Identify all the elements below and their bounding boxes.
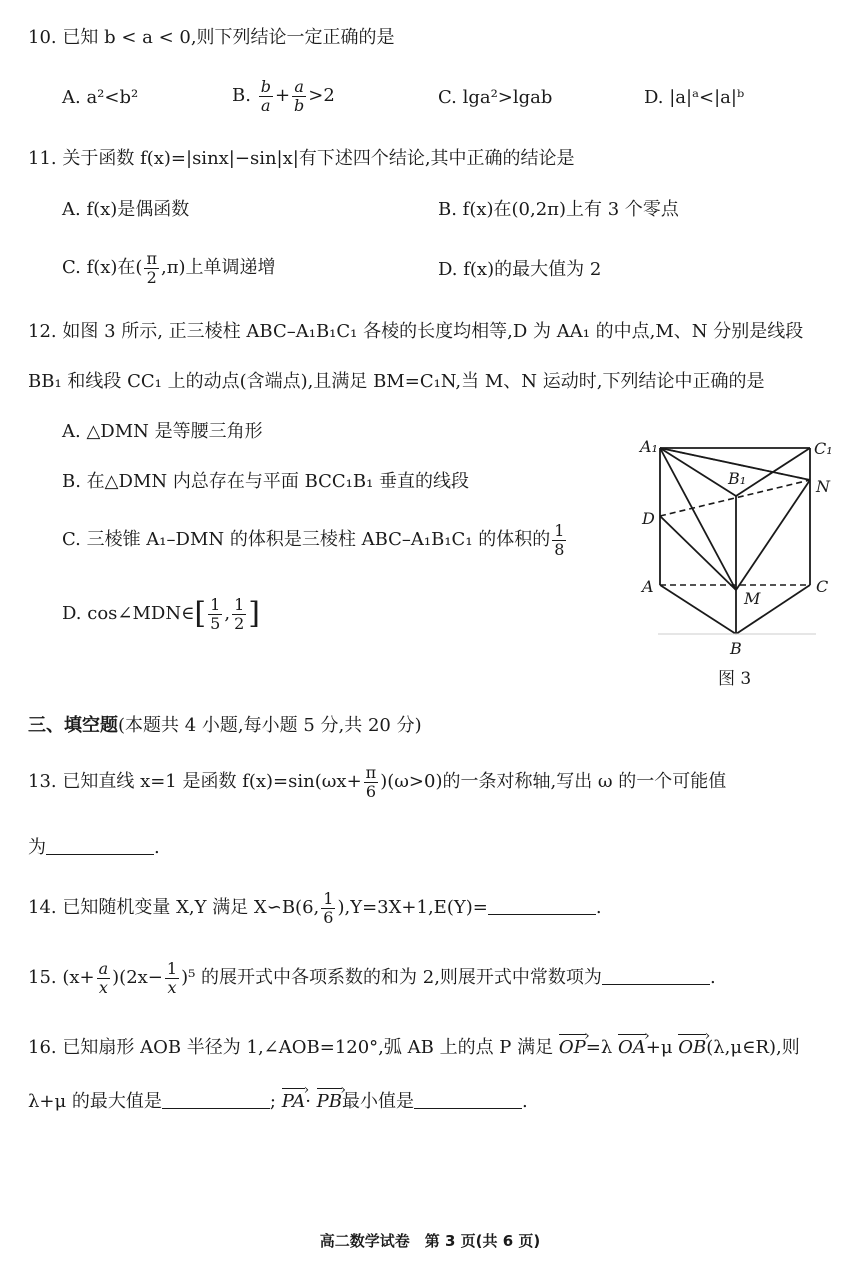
- section-note: (本题共 4 小题,每小题 5 分,共 20 分): [118, 715, 422, 736]
- segment-m-n: [736, 480, 810, 590]
- fraction-one-half: $\frac{1}{2}$: [234, 594, 245, 633]
- q16-blank-2[interactable]: [414, 1090, 522, 1109]
- q11-option-a: A. f(x)是偶函数: [62, 199, 190, 220]
- q10-option-c: C. lga²>lgab: [438, 87, 553, 108]
- segment-d-m: [660, 516, 736, 590]
- vector-oa: OA ›: [618, 1034, 646, 1062]
- fraction-one-over-x: $\frac{1}{x}$: [166, 958, 178, 997]
- q14-stem: 14. 已知随机变量 X,Y 满足 X∽B(6, $\frac{1}{6}$ ),Y=3X+1,E(Y)= .: [28, 888, 602, 927]
- prism-figure: [630, 428, 850, 664]
- fraction-one-fifth: $\frac{1}{5}$: [210, 594, 221, 633]
- fraction-one-eighth: $\frac{1}{8}$: [554, 520, 565, 559]
- label-d: D: [642, 509, 655, 528]
- q16-stem-line2: λ+μ 的最大值是 ; PA ›· PB ›最小值是 .: [28, 1088, 840, 1116]
- q11-stem: 11. 关于函数 f(x)=|sinx|−sin|x|有下述四个结论,其中正确的结论是: [28, 148, 575, 169]
- vector-pb: PB ›: [317, 1088, 342, 1116]
- label-b: B: [730, 639, 742, 658]
- label-m: M: [744, 589, 761, 608]
- q10-option-a: A. a²<b²: [62, 87, 139, 108]
- q13-answer-line: 为 .: [28, 837, 160, 858]
- figure-caption: 图 3: [718, 669, 752, 689]
- vector-op: OP ›: [559, 1034, 586, 1062]
- fraction-one-sixth: $\frac{1}{6}$: [323, 888, 334, 927]
- q12-option-c: C. 三棱锥 A₁–DMN 的体积是三棱柱 ABC–A₁B₁C₁ 的体积的 $\frac{1}{8}$: [62, 520, 565, 559]
- q16-blank-1[interactable]: [162, 1090, 270, 1109]
- q15-answer-blank[interactable]: [602, 966, 710, 985]
- q11-option-d: D. f(x)的最大值为 2: [438, 259, 602, 280]
- vector-ob: OB ›: [678, 1034, 706, 1062]
- q12-stem-line2: BB₁ 和线段 CC₁ 上的动点(含端点),且满足 BM=C₁N,当 M、N 运动时,下列结论中正确的是: [28, 371, 765, 392]
- q12-stem-line1: 12. 如图 3 所示, 正三棱柱 ABC–A₁B₁C₁ 各棱的长度均相等,D 为 AA₁ 的中点,M、N 分别是线段: [28, 321, 804, 342]
- section-title: 三、填空题: [28, 715, 118, 736]
- fraction-a-over-b: $\frac{a}{b}$: [294, 76, 305, 115]
- q13-stem: 13. 已知直线 x=1 是函数 f(x)=sin(ωx+ $\frac{\pi}{6}$ )(ω>0)的一条对称轴,写出 ω 的一个可能值: [28, 762, 727, 801]
- q12-option-d: D. cos∠MDN∈[ $\frac{1}{5}$ , $\frac{1}{2}$ ]: [62, 594, 260, 633]
- vector-pa: PA ›: [282, 1088, 305, 1116]
- label-b1: B₁: [728, 469, 747, 488]
- q11-option-c: C. f(x)在( $\frac{\pi}{2}$ ,π)上单调递增: [62, 248, 276, 287]
- label-a1: A₁: [640, 437, 658, 456]
- fraction-a-over-x: $\frac{a}{x}$: [98, 958, 109, 997]
- edge-a-b: [660, 585, 736, 634]
- section-heading: [28, 712, 840, 740]
- q14-answer-blank[interactable]: [488, 896, 596, 915]
- q15-stem: 15. (x+ $\frac{a}{x}$ )(2x− $\frac{1}{x}$ )⁵ 的展开式中各项系数的和为 2,则展开式中常数项为 .: [28, 958, 716, 997]
- q10-option-d: D. |a|ᵃ<|a|ᵇ: [644, 87, 745, 108]
- q12-option-a: A. △DMN 是等腰三角形: [62, 421, 263, 442]
- q10-option-b: B. $\frac{b}{a}$ + $\frac{a}{b}$ >2: [232, 76, 335, 115]
- fraction-b-over-a: $\frac{b}{a}$: [260, 76, 271, 115]
- label-c1: C₁: [814, 439, 833, 458]
- q13-answer-blank[interactable]: [46, 836, 154, 855]
- label-a: A: [642, 577, 654, 596]
- label-n: N: [816, 477, 830, 496]
- q16-stem-line1: 16. 已知扇形 AOB 半径为 1,∠AOB=120°,弧 AB 上的点 P 满足 OP ›=λ OA ›+μ OB ›(λ,μ∈R),则: [28, 1034, 840, 1062]
- q11-option-b: B. f(x)在(0,2π)上有 3 个零点: [438, 199, 679, 220]
- fraction-pi-over-2: $\frac{\pi}{2}$: [146, 248, 157, 287]
- q10-stem: 10. 已知 b < a < 0,则下列结论一定正确的是: [28, 27, 395, 48]
- page-footer: 高二数学试卷 第 3 页(共 6 页): [319, 1232, 541, 1250]
- q10-option-b-label: B.: [232, 85, 251, 106]
- segment-a1-m: [660, 448, 736, 590]
- q12-option-b: B. 在△DMN 内总存在与平面 BCC₁B₁ 垂直的线段: [62, 471, 470, 492]
- fraction-pi-over-6: $\frac{\pi}{6}$: [365, 762, 377, 801]
- label-c: C: [816, 577, 829, 596]
